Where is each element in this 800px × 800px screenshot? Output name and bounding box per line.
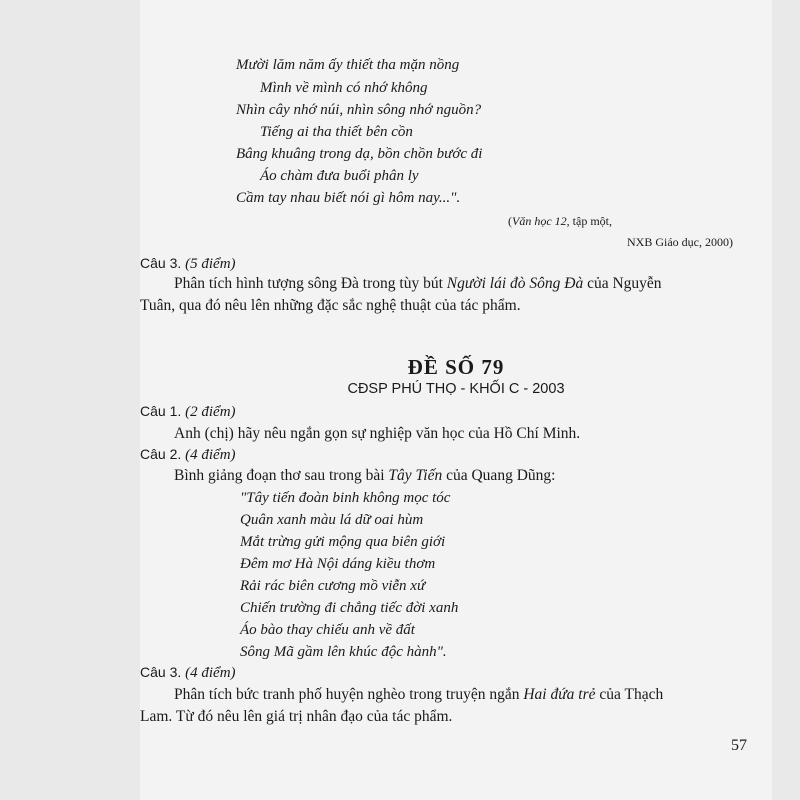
question-label: Câu 3. (4 điểm): [140, 664, 236, 681]
exam-title: ĐỀ SỐ 79: [407, 355, 505, 379]
question-label: Câu 1. (2 điểm): [140, 403, 236, 420]
exam-subtitle: CĐSP PHÚ THỌ - KHỐI C - 2003: [347, 381, 565, 397]
poem-line: Rải rác biên cương mồ viễn xứ: [240, 578, 426, 594]
question-text: Anh (chị) hãy nêu ngắn gọn sự nghiệp văn học của Hồ Chí Minh.: [174, 425, 581, 442]
poem-line: Quân xanh màu lá dữ oai hùm: [240, 512, 424, 528]
poem-line: Nhìn cây nhớ núi, nhìn sông nhớ nguồn?: [236, 102, 482, 118]
citation-publisher: NXB Giáo dục, 2000): [627, 235, 733, 249]
poem-line: Áo bào thay chiếu anh về đất: [240, 622, 415, 638]
poem-line: Đêm mơ Hà Nội dáng kiều thơm: [240, 556, 436, 572]
question-label: Câu 3. (5 điểm): [140, 255, 236, 272]
citation-book: Văn học 12: [512, 214, 567, 228]
question-text: Bình giảng đoạn thơ sau trong bài Tây Tiến của Quang Dũng:: [174, 467, 556, 484]
poem-line: Mắt trừng gửi mộng qua biên giới: [240, 534, 446, 550]
citation-line-1: [508, 214, 612, 229]
book-page: [140, 0, 772, 800]
question-text: Lam. Từ đó nêu lên giá trị nhân đạo của tác phẩm.: [140, 708, 453, 725]
question-text: Tuân, qua đó nêu lên những đặc sắc nghệ thuật của tác phẩm.: [140, 297, 521, 314]
poem-line: Tiếng ai tha thiết bên cồn: [260, 124, 413, 140]
citation-open: (: [508, 214, 512, 228]
question-text: Phân tích hình tượng sông Đà trong tùy bút Người lái đò Sông Đà của Nguyễn: [174, 275, 662, 292]
poem-line: Mình về mình có nhớ không: [260, 80, 428, 96]
citation-volume: , tập một,: [566, 214, 612, 228]
question-text: Phân tích bức tranh phố huyện nghèo trong truyện ngắn Hai đứa trẻ của Thạch: [174, 686, 664, 703]
poem-line: Chiến trường đi chẳng tiếc đời xanh: [240, 600, 459, 616]
question-label: Câu 2. (4 điểm): [140, 446, 236, 463]
poem-line: Cầm tay nhau biết nói gì hôm nay...".: [236, 190, 461, 206]
poem-line: "Tây tiến đoàn binh không mọc tóc: [240, 490, 451, 506]
poem-line: Sông Mã gầm lên khúc độc hành".: [240, 644, 447, 660]
page-number: 57: [731, 737, 747, 754]
poem-line: Bâng khuâng trong dạ, bồn chồn bước đi: [236, 146, 483, 162]
citation-line-2: [627, 235, 733, 250]
poem-line: Mười lăm năm ấy thiết tha mặn nồng: [236, 57, 460, 73]
poem-line: Áo chàm đưa buổi phân ly: [260, 168, 419, 184]
